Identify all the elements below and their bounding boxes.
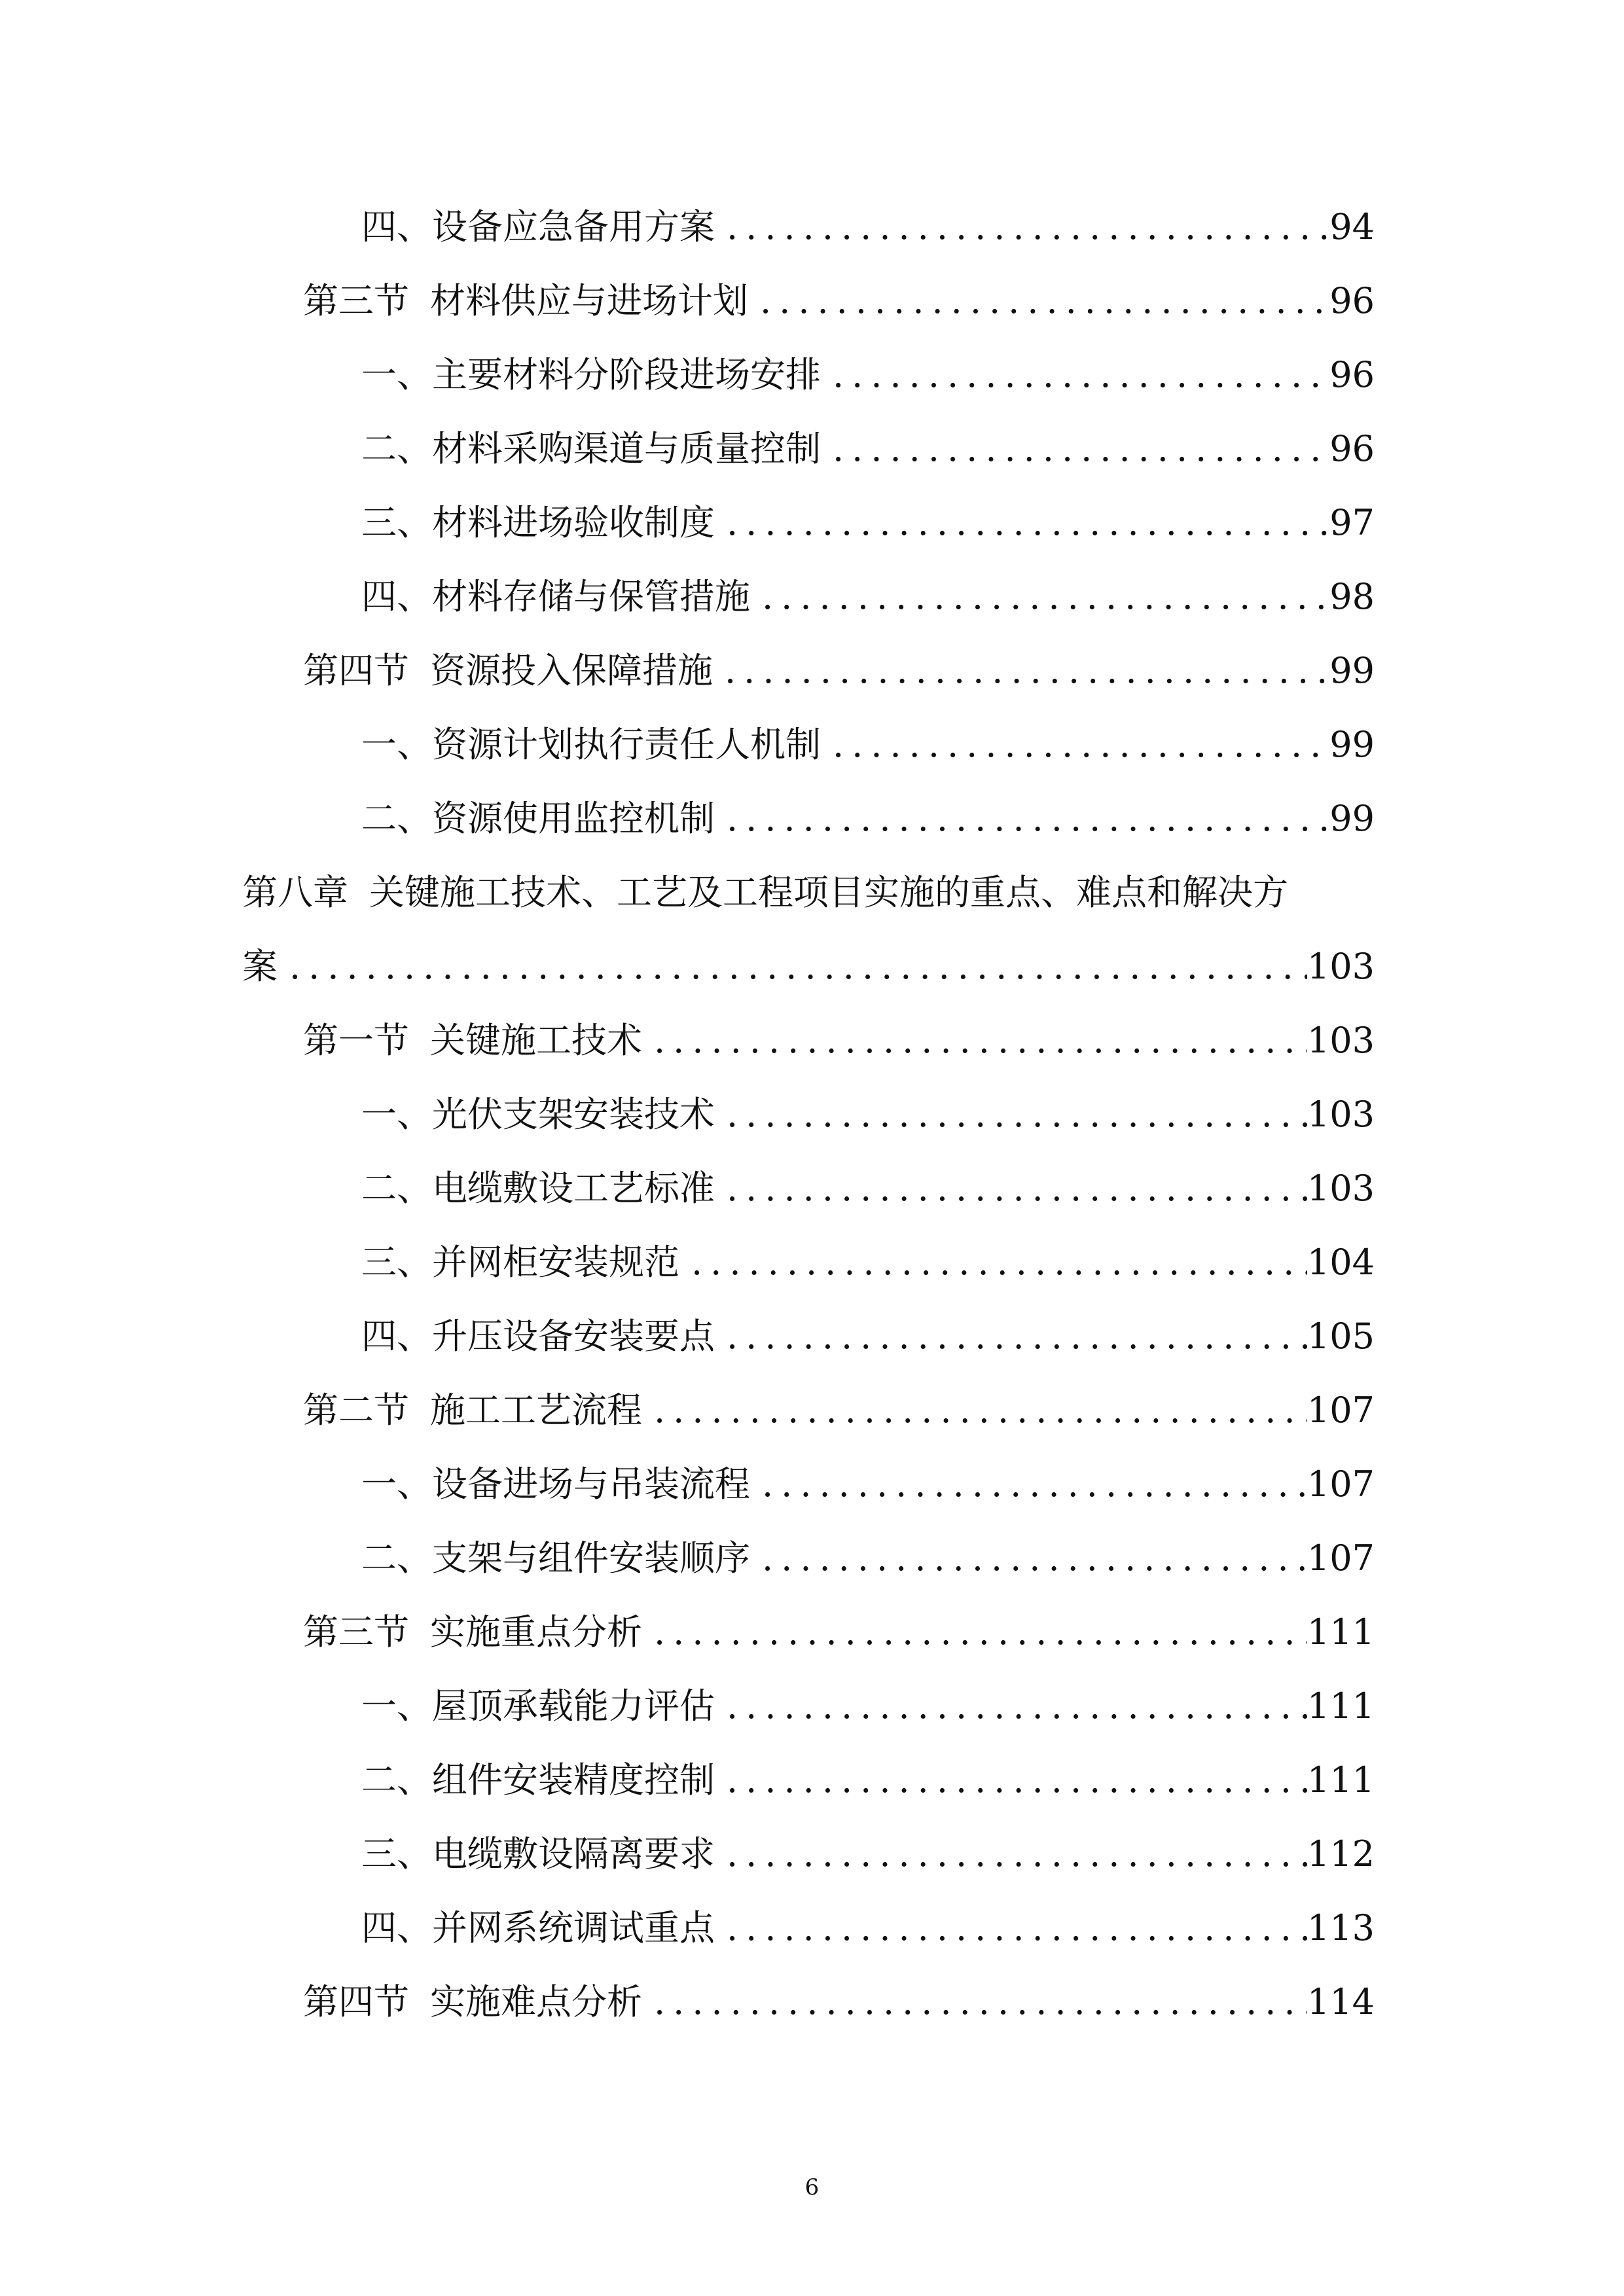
toc-dot-leader — [713, 653, 1329, 689]
toc-entry[interactable] — [242, 1373, 1375, 1447]
toc-entry-prefix: 一、 — [361, 1463, 432, 1505]
toc-entry-prefix: 第三节 — [303, 279, 409, 321]
toc-entry[interactable] — [242, 1225, 1375, 1299]
toc-entry-page: 111 — [1307, 1611, 1375, 1653]
toc-entry-prefix: 四、 — [361, 1907, 432, 1948]
toc-entry[interactable] — [242, 560, 1375, 634]
toc-chapter-prefix: 第八章 — [242, 871, 348, 913]
toc-dot-leader — [642, 1393, 1307, 1428]
toc-entry-title: 升压设备安装要点 — [432, 1315, 715, 1357]
toc-entry[interactable] — [242, 1669, 1375, 1743]
toc-entry[interactable] — [242, 1595, 1375, 1669]
toc-dot-leader — [642, 1984, 1307, 2020]
toc-entry-prefix: 一、 — [361, 723, 432, 765]
toc-entry-page: 111 — [1307, 1685, 1375, 1727]
toc-entry[interactable] — [242, 1891, 1375, 1965]
toc-entry-title: 组件安装精度控制 — [432, 1759, 715, 1801]
toc-chapter-heading[interactable] — [242, 855, 1375, 929]
toc-entry-prefix: 一、 — [361, 1093, 432, 1135]
toc-entry-title: 并网柜安装规范 — [432, 1241, 679, 1283]
toc-entry[interactable] — [242, 1743, 1375, 1817]
toc-entry-page: 112 — [1307, 1833, 1375, 1874]
toc-dot-leader — [679, 1245, 1307, 1280]
toc-entry-page: 99 — [1329, 723, 1375, 765]
toc-entry-page: 99 — [1329, 649, 1375, 691]
toc-entry-prefix: 四、 — [361, 575, 432, 617]
toc-dot-leader — [715, 1763, 1307, 1798]
page-number: 6 — [804, 2174, 820, 2200]
toc-entry[interactable] — [242, 1521, 1375, 1595]
toc-entry-title: 电缆敷设工艺标准 — [432, 1167, 715, 1209]
toc-entry-title: 施工工艺流程 — [430, 1389, 642, 1431]
toc-entry-title: 资源投入保障措施 — [430, 649, 713, 691]
toc-entry[interactable] — [242, 412, 1375, 486]
toc-entry-prefix: 二、 — [361, 797, 432, 839]
toc-entry[interactable] — [242, 190, 1375, 264]
toc-entry[interactable] — [242, 1299, 1375, 1373]
toc-entry-page: 107 — [1307, 1537, 1375, 1579]
toc-entry-page: 104 — [1307, 1241, 1375, 1283]
toc-entry-title: 材料供应与进场计划 — [430, 279, 748, 321]
toc-entry-title: 关键施工技术 — [430, 1019, 642, 1061]
toc-dot-leader — [821, 431, 1329, 467]
toc-dot-leader — [715, 1171, 1307, 1206]
toc-entry-page: 111 — [1307, 1759, 1375, 1801]
toc-dot-leader — [821, 727, 1329, 762]
toc-entry-title: 设备应急备用方案 — [432, 206, 715, 247]
toc-dot-leader — [750, 1541, 1307, 1576]
toc-entry-prefix: 第一节 — [303, 1019, 409, 1061]
toc-chapter-title: 关键施工技术、工艺及工程项目实施的重点、难点和解决方 — [369, 871, 1288, 913]
toc-entry-page: 96 — [1329, 427, 1375, 469]
table-of-contents — [242, 190, 1375, 2039]
toc-entry-prefix: 四、 — [361, 206, 432, 247]
toc-dot-leader — [715, 1097, 1307, 1132]
toc-entry-prefix: 一、 — [361, 353, 432, 395]
toc-dot-leader — [821, 357, 1329, 393]
toc-entry-title: 设备进场与吊装流程 — [432, 1463, 750, 1505]
toc-entry-page: 96 — [1329, 279, 1375, 321]
toc-entry-page: 97 — [1329, 501, 1375, 543]
toc-entry-prefix: 三、 — [361, 501, 432, 543]
toc-entry-page: 114 — [1307, 1981, 1375, 2022]
toc-entry-title: 支架与组件安装顺序 — [432, 1537, 750, 1579]
toc-entry-title: 实施难点分析 — [430, 1981, 642, 2022]
toc-entry-title: 电缆敷设隔离要求 — [432, 1833, 715, 1874]
toc-entry-title: 屋顶承载能力评估 — [432, 1685, 715, 1727]
toc-entry[interactable] — [242, 708, 1375, 781]
toc-entry-page: 107 — [1307, 1463, 1375, 1505]
toc-entry-prefix: 第二节 — [303, 1389, 409, 1431]
toc-chapter-page: 103 — [1307, 945, 1375, 987]
toc-entry-page: 107 — [1307, 1389, 1375, 1431]
toc-entry-prefix: 第四节 — [303, 1981, 409, 2022]
toc-entry[interactable] — [242, 1003, 1375, 1077]
toc-entry-page: 94 — [1329, 206, 1375, 247]
toc-dot-leader — [715, 505, 1329, 541]
toc-entry[interactable] — [242, 1447, 1375, 1521]
toc-chapter-title-continued: 案 — [242, 945, 278, 987]
toc-entry-prefix: 三、 — [361, 1241, 432, 1283]
toc-dot-leader — [750, 579, 1329, 615]
toc-dot-leader — [715, 1319, 1307, 1354]
toc-entry[interactable] — [242, 781, 1375, 855]
toc-dot-leader — [715, 801, 1329, 836]
toc-dot-leader — [278, 949, 1307, 984]
toc-entry[interactable] — [242, 338, 1375, 412]
toc-entry-page: 98 — [1329, 575, 1375, 617]
toc-dot-leader — [750, 1467, 1307, 1502]
toc-dot-leader — [715, 1837, 1307, 1872]
toc-entry[interactable] — [242, 486, 1375, 560]
toc-entry-title: 材料进场验收制度 — [432, 501, 715, 543]
toc-dot-leader — [715, 1910, 1307, 1946]
toc-dot-leader — [715, 1689, 1307, 1724]
toc-dot-leader — [642, 1615, 1307, 1650]
toc-entry[interactable] — [242, 1151, 1375, 1225]
toc-entry-page: 105 — [1307, 1315, 1375, 1357]
toc-entry-prefix: 第三节 — [303, 1611, 409, 1653]
toc-dot-leader — [748, 283, 1329, 319]
toc-entry-page: 96 — [1329, 353, 1375, 395]
toc-entry-page: 99 — [1329, 797, 1375, 839]
toc-entry-prefix: 一、 — [361, 1685, 432, 1727]
toc-dot-leader — [715, 209, 1329, 245]
toc-entry-prefix: 三、 — [361, 1833, 432, 1874]
toc-entry-page: 103 — [1307, 1167, 1375, 1209]
toc-entry-prefix: 二、 — [361, 1167, 432, 1209]
toc-entry[interactable] — [242, 1817, 1375, 1891]
toc-entry-page: 103 — [1307, 1019, 1375, 1061]
toc-entry-page: 103 — [1307, 1093, 1375, 1135]
toc-entry[interactable] — [242, 1965, 1375, 2039]
toc-entry-title: 实施重点分析 — [430, 1611, 642, 1653]
toc-entry[interactable] — [242, 1077, 1375, 1151]
toc-entry-title: 并网系统调试重点 — [432, 1907, 715, 1948]
toc-entry-prefix: 二、 — [361, 427, 432, 469]
toc-entry-title: 主要材料分阶段进场安排 — [432, 353, 821, 395]
toc-entry-title: 资源计划执行责任人机制 — [432, 723, 821, 765]
toc-entry-title: 材料存储与保管措施 — [432, 575, 750, 617]
toc-entry-prefix: 第四节 — [303, 649, 409, 691]
toc-chapter-heading-continued[interactable] — [242, 929, 1375, 1003]
toc-entry-prefix: 二、 — [361, 1537, 432, 1579]
toc-entry[interactable] — [242, 264, 1375, 338]
toc-entry-page: 113 — [1307, 1907, 1375, 1948]
toc-entry-prefix: 四、 — [361, 1315, 432, 1357]
toc-entry[interactable] — [242, 634, 1375, 708]
toc-entry-title: 光伏支架安装技术 — [432, 1093, 715, 1135]
toc-entry-title: 资源使用监控机制 — [432, 797, 715, 839]
toc-entry-title: 材料采购渠道与质量控制 — [432, 427, 821, 469]
toc-entry-prefix: 二、 — [361, 1759, 432, 1801]
toc-dot-leader — [642, 1023, 1307, 1058]
